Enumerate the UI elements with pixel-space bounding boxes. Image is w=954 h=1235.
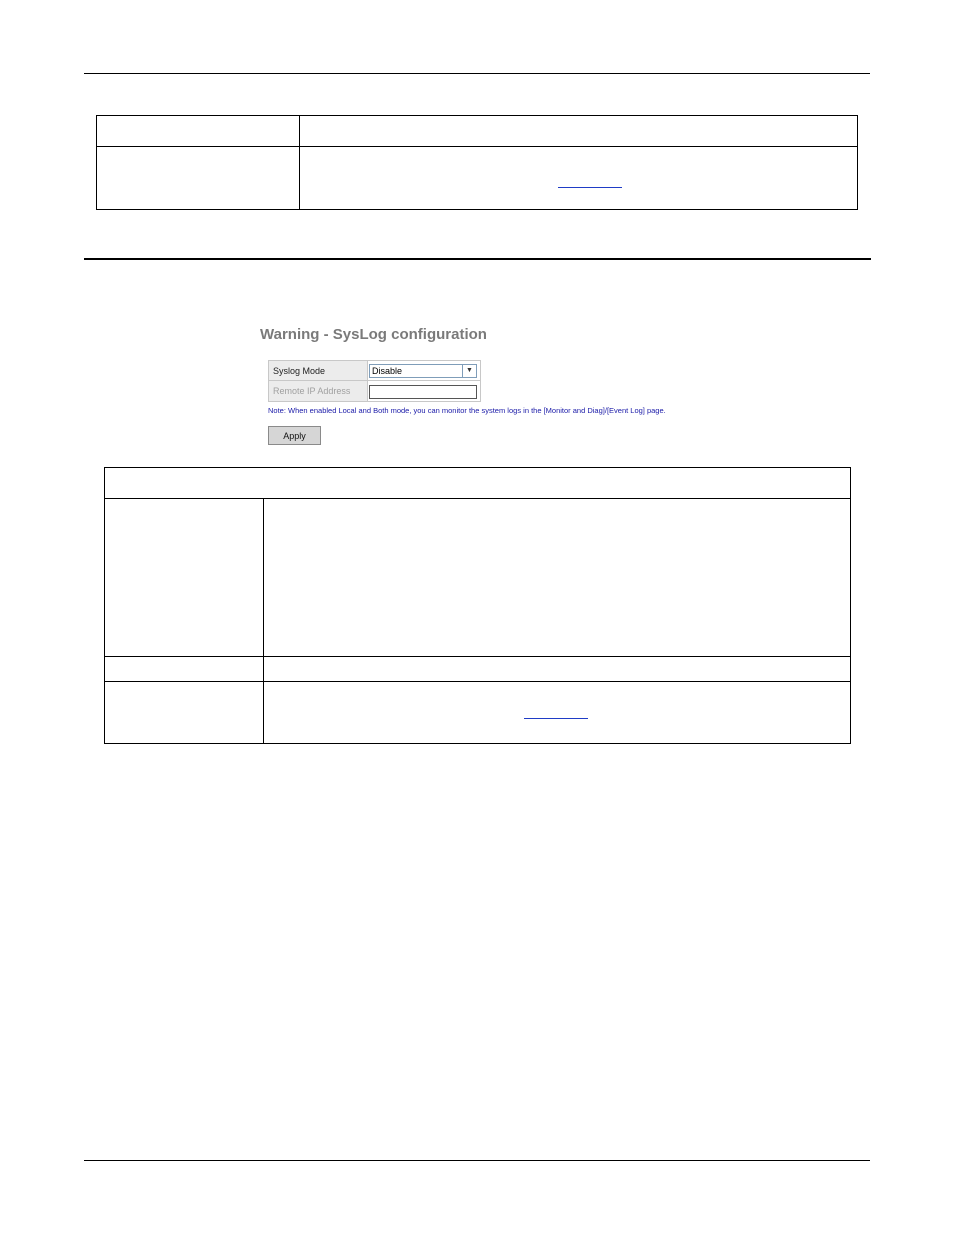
syslog-config-screenshot: [258, 320, 718, 450]
syslog-mode-cell: [368, 361, 481, 381]
table-row: [105, 468, 851, 499]
table-row: [105, 682, 851, 744]
chevron-down-icon[interactable]: ▼: [462, 365, 476, 377]
table-header-cell: [105, 468, 851, 499]
hyperlink-underline[interactable]: [524, 718, 588, 719]
settings-table-syslog: [104, 467, 851, 744]
footer-rule: [84, 1160, 870, 1161]
table-cell: [105, 657, 264, 682]
syslog-mode-select[interactable]: [369, 364, 477, 378]
table-cell: [97, 147, 300, 210]
table-cell: [264, 682, 851, 744]
remote-ip-label: Remote IP Address: [269, 381, 368, 402]
header-rule: [84, 73, 870, 74]
apply-button[interactable]: Apply: [268, 426, 321, 445]
syslog-title: Warning - SysLog configuration: [260, 326, 487, 343]
table-row: [105, 499, 851, 657]
syslog-note: Note: When enabled Local and Both mode, you can monitor the system logs in the [Monitor and Diag]/[Event Log] page.: [268, 406, 666, 415]
syslog-mode-value: Disable: [372, 365, 403, 376]
table-cell: [264, 499, 851, 657]
table-cell: [300, 116, 858, 147]
form-row-mode: [269, 361, 481, 381]
table-cell: [300, 147, 858, 210]
table-cell: [105, 682, 264, 744]
syslog-form-grid: [268, 360, 481, 402]
table-cell: [264, 657, 851, 682]
form-row-remote-ip: [269, 381, 481, 402]
syslog-mode-label: Syslog Mode: [269, 361, 368, 381]
section-rule: [84, 258, 871, 260]
table-cell: [97, 116, 300, 147]
hyperlink-underline[interactable]: [558, 187, 622, 188]
remote-ip-input[interactable]: [369, 385, 477, 399]
remote-ip-cell: [368, 381, 481, 402]
table-row: [97, 116, 858, 147]
settings-table-top: [96, 115, 858, 210]
table-row: [97, 147, 858, 210]
table-row: [105, 657, 851, 682]
table-cell: [105, 499, 264, 657]
